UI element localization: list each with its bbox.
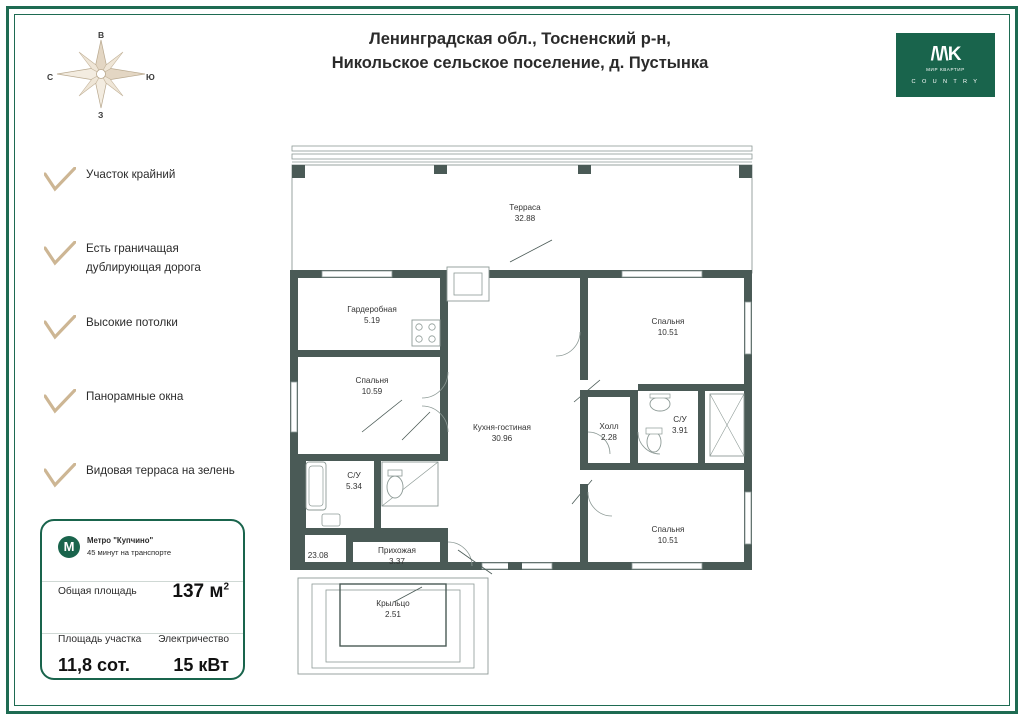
room-label-utility-area [290, 550, 346, 561]
page-title [250, 28, 790, 76]
feature-item [44, 165, 239, 221]
plot-area-value: 11,8 сот. [58, 655, 130, 675]
compass-label-east: Ю [146, 72, 155, 82]
room-label-entry [356, 545, 438, 567]
room-area: 5.34 [346, 482, 362, 492]
compass-rose [45, 30, 155, 118]
logo-tagline: C O U N T R Y [911, 79, 980, 85]
power-label: Электричество [158, 634, 229, 645]
room-label-bedroom-2 [620, 316, 716, 338]
room-label-hall [580, 421, 638, 443]
room-area: 2.28 [601, 433, 617, 443]
feature-list [44, 165, 239, 535]
check-icon [44, 389, 76, 415]
secondary-values-row [58, 655, 229, 676]
metro-info [58, 535, 171, 558]
room-name: С/У [673, 415, 687, 424]
plot-area-label: Площадь участка [58, 634, 142, 645]
room-label-kitchen-living [447, 422, 557, 444]
room-area: 3.37 [389, 557, 405, 567]
room-name: С/У [347, 471, 361, 480]
room-area: 32.88 [514, 214, 536, 224]
logo-subtitle: МИР КВАРТИР [926, 67, 965, 72]
room-name: Гардеробная [347, 305, 397, 314]
compass-label-north: В [98, 30, 105, 40]
room-area: 23.08 [307, 551, 329, 560]
feature-item [44, 461, 239, 517]
room-name: Спальня [355, 376, 389, 385]
page-title-line-2: Никольское сельское поселение, д. Пустынка [331, 53, 709, 72]
room-area: 30.96 [491, 434, 513, 444]
power-value: 15 кВт [173, 655, 229, 675]
room-label-bathroom-2 [654, 414, 706, 436]
logo-mark: /\/\K [930, 44, 961, 65]
feature-label: Участок крайний [86, 168, 176, 181]
total-area-unit: 2 [223, 581, 229, 593]
check-icon [44, 315, 76, 341]
metro-travel-time: 45 минут на транспорте [87, 547, 172, 557]
room-name: Спальня [651, 317, 685, 326]
room-label-porch [352, 598, 434, 620]
feature-label: Высокие потолки [86, 316, 178, 329]
room-label-bathroom-1 [328, 470, 380, 492]
floor-plan [262, 132, 782, 677]
compass-label-south: С [47, 72, 54, 82]
room-name: Холл [599, 422, 619, 431]
check-icon [44, 463, 76, 489]
metro-station-name: Метро "Купчино" [87, 536, 154, 545]
total-area-number: 137 м [172, 581, 224, 602]
room-name: Крыльцо [376, 599, 410, 608]
feature-label: Панорамные окна [86, 390, 184, 403]
room-name: Спальня [651, 525, 685, 534]
check-icon [44, 241, 76, 267]
compass-label-west: З [98, 110, 104, 120]
room-area: 10.59 [361, 387, 383, 397]
page-title-line-1: Ленинградская обл., Тосненский р-н, [369, 30, 671, 48]
feature-item [44, 387, 239, 443]
room-name: Терраса [509, 203, 541, 212]
feature-item [44, 313, 239, 369]
room-label-wardrobe [317, 304, 427, 326]
room-name: Кухня-гостиная [473, 423, 531, 432]
room-name: Прихожая [378, 546, 416, 555]
room-label-bedroom-1 [324, 375, 420, 397]
metro-icon: M [58, 536, 80, 558]
total-area-row [58, 581, 229, 603]
secondary-labels-row [58, 633, 229, 647]
room-area: 10.51 [657, 536, 679, 546]
room-area: 10.51 [657, 328, 679, 338]
compass-icon [45, 30, 155, 118]
feature-label: Видовая терраса на зелень [86, 464, 235, 477]
total-area-label: Общая площадь [58, 586, 137, 598]
room-area: 2.51 [385, 610, 401, 620]
room-label-terrace [480, 202, 570, 224]
room-area: 3.91 [672, 426, 688, 436]
brand-logo [896, 33, 995, 97]
check-icon [44, 167, 76, 193]
feature-label: Есть граничащая дублирующая дорога [86, 242, 201, 274]
room-label-bedroom-3 [620, 524, 716, 546]
room-area: 5.19 [364, 316, 380, 326]
feature-item [44, 239, 239, 295]
summary-card [40, 519, 245, 680]
total-area-value [172, 581, 229, 603]
